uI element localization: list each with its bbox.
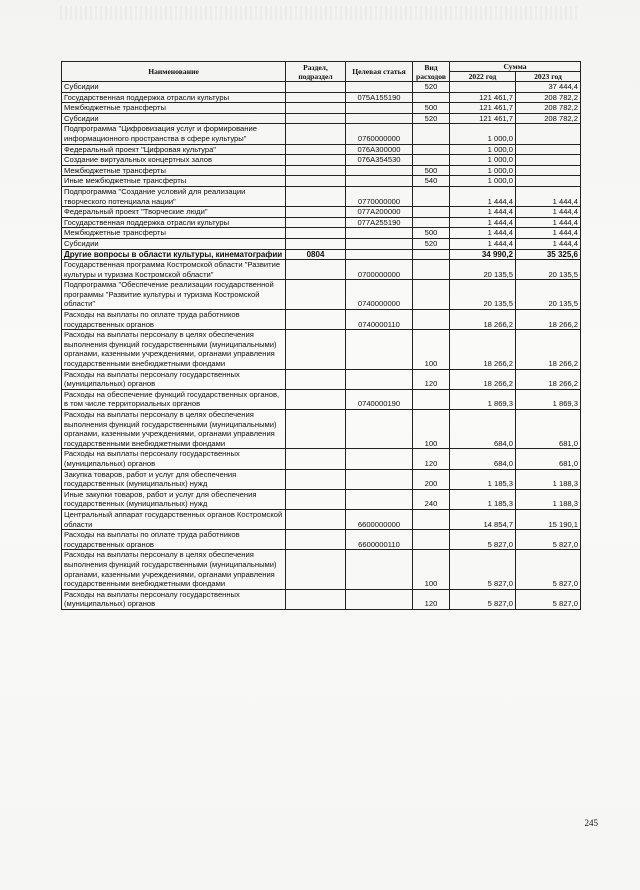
cell-target <box>346 589 413 609</box>
cell-section <box>286 92 346 103</box>
cell-sum-2022: 5 827,0 <box>450 550 516 589</box>
cell-sum-2023 <box>516 165 581 176</box>
table-row <box>62 165 581 176</box>
cell-target <box>346 489 413 509</box>
cell-expense-type: 520 <box>413 82 450 93</box>
table-row <box>62 589 581 609</box>
cell-section <box>286 449 346 469</box>
cell-sum-2022: 14 854,7 <box>450 509 516 529</box>
table-row <box>62 389 581 409</box>
cell-expense-type <box>413 260 450 280</box>
cell-expense-type: 120 <box>413 449 450 469</box>
cell-expense-type <box>413 249 450 260</box>
cell-target: 0740000000 <box>346 280 413 310</box>
cell-target: 0740000110 <box>346 310 413 330</box>
cell-expense-type: 100 <box>413 330 450 369</box>
cell-sum-2022: 121 461,7 <box>450 103 516 114</box>
cell-sum-2023: 18 266,2 <box>516 310 581 330</box>
cell-target <box>346 369 413 389</box>
cell-target: 076A300000 <box>346 144 413 155</box>
cell-name: Расходы на выплаты персоналу в целях обеспечения выполнения функций государственными (муниципальными) органами, казенными учреждениями, органами управления государственными внебюджетными фондами <box>62 410 286 449</box>
table-row <box>62 449 581 469</box>
cell-name: Государственная поддержка отрасли культуры <box>62 92 286 103</box>
table-row <box>62 82 581 93</box>
cell-section <box>286 389 346 409</box>
cell-expense-type <box>413 530 450 550</box>
cell-section <box>286 207 346 218</box>
cell-name: Расходы на обеспечение функций государственных органов, в том числе территориальных органов <box>62 389 286 409</box>
cell-target <box>346 238 413 249</box>
cell-expense-type: 500 <box>413 228 450 239</box>
cell-expense-type <box>413 280 450 310</box>
cell-name: Расходы на выплаты персоналу в целях обеспечения выполнения функций государственными (муниципальными) органами, казенными учреждениями, органами управления государственными внебюджетными фондами <box>62 330 286 369</box>
table-row <box>62 103 581 114</box>
table-row <box>62 124 581 144</box>
cell-sum-2022: 1 000,0 <box>450 165 516 176</box>
cell-section <box>286 82 346 93</box>
cell-name: Субсидии <box>62 238 286 249</box>
cell-sum-2022: 1 000,0 <box>450 124 516 144</box>
cell-target: 076A354530 <box>346 155 413 166</box>
cell-expense-type: 520 <box>413 113 450 124</box>
cell-section <box>286 310 346 330</box>
cell-section <box>286 238 346 249</box>
cell-target: 6600000000 <box>346 509 413 529</box>
cell-section <box>286 330 346 369</box>
cell-sum-2023: 1 444,4 <box>516 228 581 239</box>
cell-name: Межбюджетные трансферты <box>62 103 286 114</box>
header-year-2023: 2023 год <box>516 72 581 82</box>
table-row <box>62 228 581 239</box>
cell-sum-2023: 5 827,0 <box>516 589 581 609</box>
cell-target: 0700000000 <box>346 260 413 280</box>
table-row <box>62 469 581 489</box>
cell-sum-2023: 37 444,4 <box>516 82 581 93</box>
table-row <box>62 489 581 509</box>
cell-section <box>286 144 346 155</box>
cell-section <box>286 280 346 310</box>
cell-expense-type: 120 <box>413 369 450 389</box>
cell-name: Подпрограмма "Создание условий для реализации творческого потенциала нации" <box>62 186 286 206</box>
cell-sum-2022: 1 185,3 <box>450 489 516 509</box>
cell-name: Государственная поддержка отрасли культуры <box>62 217 286 228</box>
cell-section <box>286 176 346 187</box>
cell-expense-type: 100 <box>413 550 450 589</box>
cell-sum-2023 <box>516 144 581 155</box>
scan-noise <box>60 6 580 20</box>
cell-sum-2022: 121 461,7 <box>450 92 516 103</box>
cell-sum-2022: 1 000,0 <box>450 155 516 166</box>
cell-sum-2022: 1 000,0 <box>450 144 516 155</box>
cell-name: Центральный аппарат государственных органов Костромской области <box>62 509 286 529</box>
cell-section <box>286 186 346 206</box>
cell-sum-2023: 35 325,6 <box>516 249 581 260</box>
table-row <box>62 410 581 449</box>
cell-name: Субсидии <box>62 82 286 93</box>
cell-name: Межбюджетные трансферты <box>62 165 286 176</box>
cell-expense-type <box>413 310 450 330</box>
cell-section <box>286 124 346 144</box>
cell-expense-type <box>413 509 450 529</box>
cell-section <box>286 509 346 529</box>
cell-name: Подпрограмма "Цифровизация услуг и формирование информационного пространства в сфере культуры" <box>62 124 286 144</box>
cell-name: Расходы на выплаты по оплате труда работников государственных органов <box>62 530 286 550</box>
cell-name: Субсидии <box>62 113 286 124</box>
cell-sum-2022: 1 444,4 <box>450 207 516 218</box>
cell-expense-type <box>413 155 450 166</box>
cell-target <box>346 113 413 124</box>
cell-sum-2023: 15 190,1 <box>516 509 581 529</box>
cell-section <box>286 155 346 166</box>
cell-sum-2023: 208 782,2 <box>516 92 581 103</box>
cell-sum-2022: 1 000,0 <box>450 176 516 187</box>
cell-expense-type: 200 <box>413 469 450 489</box>
cell-sum-2022: 5 827,0 <box>450 589 516 609</box>
cell-sum-2023: 208 782,2 <box>516 103 581 114</box>
cell-target: 0740000190 <box>346 389 413 409</box>
table-row <box>62 155 581 166</box>
cell-sum-2023: 1 188,3 <box>516 469 581 489</box>
cell-sum-2022 <box>450 82 516 93</box>
cell-expense-type: 500 <box>413 165 450 176</box>
cell-sum-2023: 18 266,2 <box>516 369 581 389</box>
cell-target: 077A255190 <box>346 217 413 228</box>
cell-sum-2022: 1 185,3 <box>450 469 516 489</box>
cell-sum-2023 <box>516 124 581 144</box>
cell-sum-2022: 1 869,3 <box>450 389 516 409</box>
cell-sum-2022: 18 266,2 <box>450 369 516 389</box>
cell-target <box>346 410 413 449</box>
cell-name: Подпрограмма "Обеспечение реализации государственной программы "Развитие культуры и туризма Костромской области" <box>62 280 286 310</box>
cell-target: 075A155190 <box>346 92 413 103</box>
cell-name: Расходы на выплаты персоналу государственных (муниципальных) органов <box>62 589 286 609</box>
budget-table <box>61 61 581 610</box>
cell-sum-2022: 1 444,4 <box>450 228 516 239</box>
table-row <box>62 144 581 155</box>
cell-expense-type: 500 <box>413 103 450 114</box>
cell-expense-type: 120 <box>413 589 450 609</box>
cell-target <box>346 449 413 469</box>
table-row <box>62 310 581 330</box>
cell-expense-type <box>413 207 450 218</box>
cell-sum-2023: 1 444,4 <box>516 186 581 206</box>
cell-sum-2022: 684,0 <box>450 449 516 469</box>
header-sum: Сумма <box>450 62 581 72</box>
cell-target <box>346 249 413 260</box>
cell-target <box>346 550 413 589</box>
cell-section <box>286 550 346 589</box>
table-row <box>62 217 581 228</box>
cell-section: 0804 <box>286 249 346 260</box>
table-row <box>62 369 581 389</box>
cell-target <box>346 228 413 239</box>
cell-name: Создание виртуальных концертных залов <box>62 155 286 166</box>
cell-target <box>346 82 413 93</box>
cell-sum-2023: 1 444,4 <box>516 238 581 249</box>
cell-name: Федеральный проект "Цифровая культура" <box>62 144 286 155</box>
header-target: Целевая статья <box>346 62 413 82</box>
table-row <box>62 113 581 124</box>
cell-expense-type <box>413 124 450 144</box>
cell-target <box>346 469 413 489</box>
cell-sum-2023: 5 827,0 <box>516 550 581 589</box>
cell-expense-type: 100 <box>413 410 450 449</box>
cell-name: Другие вопросы в области культуры, кинематографии <box>62 249 286 260</box>
page-number: 245 <box>584 818 598 828</box>
header-expense-type: Вид расходов <box>413 62 450 82</box>
cell-target: 0760000000 <box>346 124 413 144</box>
cell-sum-2022: 121 461,7 <box>450 113 516 124</box>
table-row <box>62 92 581 103</box>
cell-target <box>346 330 413 369</box>
cell-section <box>286 217 346 228</box>
cell-target <box>346 103 413 114</box>
cell-sum-2023: 1 869,3 <box>516 389 581 409</box>
cell-section <box>286 165 346 176</box>
cell-section <box>286 410 346 449</box>
cell-target <box>346 176 413 187</box>
table-row <box>62 207 581 218</box>
table-row <box>62 330 581 369</box>
cell-sum-2023: 18 266,2 <box>516 330 581 369</box>
header-section: Раздел, подраздел <box>286 62 346 82</box>
cell-sum-2023: 1 444,4 <box>516 217 581 228</box>
cell-sum-2023: 1 444,4 <box>516 207 581 218</box>
cell-name: Межбюджетные трансферты <box>62 228 286 239</box>
cell-expense-type <box>413 144 450 155</box>
cell-expense-type: 540 <box>413 176 450 187</box>
cell-sum-2023: 208 782,2 <box>516 113 581 124</box>
cell-sum-2023: 5 827,0 <box>516 530 581 550</box>
cell-sum-2022: 1 444,4 <box>450 238 516 249</box>
cell-section <box>286 228 346 239</box>
cell-name: Иные закупки товаров, работ и услуг для обеспечения государственных (муниципальных) нужд <box>62 489 286 509</box>
cell-sum-2023: 1 188,3 <box>516 489 581 509</box>
cell-name: Федеральный проект "Творческие люди" <box>62 207 286 218</box>
cell-section <box>286 530 346 550</box>
cell-sum-2022: 18 266,2 <box>450 330 516 369</box>
cell-target: 6600000110 <box>346 530 413 550</box>
cell-sum-2023 <box>516 155 581 166</box>
cell-sum-2022: 20 135,5 <box>450 280 516 310</box>
cell-section <box>286 469 346 489</box>
cell-sum-2023: 681,0 <box>516 449 581 469</box>
cell-expense-type <box>413 389 450 409</box>
cell-sum-2023: 681,0 <box>516 410 581 449</box>
cell-section <box>286 113 346 124</box>
cell-sum-2023 <box>516 176 581 187</box>
table-row <box>62 176 581 187</box>
table-row <box>62 238 581 249</box>
cell-section <box>286 260 346 280</box>
cell-name: Расходы на выплаты по оплате труда работников государственных органов <box>62 310 286 330</box>
cell-sum-2023: 20 135,5 <box>516 260 581 280</box>
header-year-2022: 2022 год <box>450 72 516 82</box>
cell-sum-2022: 20 135,5 <box>450 260 516 280</box>
table-row <box>62 260 581 280</box>
cell-target: 0770000000 <box>346 186 413 206</box>
header-name: Наименование <box>62 62 286 82</box>
cell-sum-2022: 1 444,4 <box>450 186 516 206</box>
cell-section <box>286 589 346 609</box>
cell-expense-type: 520 <box>413 238 450 249</box>
cell-target <box>346 165 413 176</box>
cell-sum-2022: 34 990,2 <box>450 249 516 260</box>
cell-name: Закупка товаров, работ и услуг для обеспечения государственных (муниципальных) нужд <box>62 469 286 489</box>
cell-sum-2022: 5 827,0 <box>450 530 516 550</box>
cell-section <box>286 369 346 389</box>
cell-sum-2022: 1 444,4 <box>450 217 516 228</box>
cell-sum-2023: 20 135,5 <box>516 280 581 310</box>
cell-name: Иные межбюджетные трансферты <box>62 176 286 187</box>
table-row <box>62 186 581 206</box>
table-row <box>62 280 581 310</box>
cell-name: Государственная программа Костромской области "Развитие культуры и туризма Костромской области" <box>62 260 286 280</box>
cell-expense-type <box>413 92 450 103</box>
cell-sum-2022: 684,0 <box>450 410 516 449</box>
cell-sum-2022: 18 266,2 <box>450 310 516 330</box>
cell-name: Расходы на выплаты персоналу в целях обеспечения выполнения функций государственными (муниципальными) органами, казенными учреждениями, органами управления государственными внебюджетными фондами <box>62 550 286 589</box>
cell-name: Расходы на выплаты персоналу государственных (муниципальных) органов <box>62 369 286 389</box>
table-row <box>62 249 581 260</box>
table-body <box>62 82 581 610</box>
cell-section <box>286 489 346 509</box>
cell-target: 077A200000 <box>346 207 413 218</box>
cell-expense-type <box>413 186 450 206</box>
table-row <box>62 550 581 589</box>
cell-section <box>286 103 346 114</box>
cell-expense-type <box>413 217 450 228</box>
table-row <box>62 509 581 529</box>
cell-name: Расходы на выплаты персоналу государственных (муниципальных) органов <box>62 449 286 469</box>
cell-expense-type: 240 <box>413 489 450 509</box>
table-row <box>62 530 581 550</box>
